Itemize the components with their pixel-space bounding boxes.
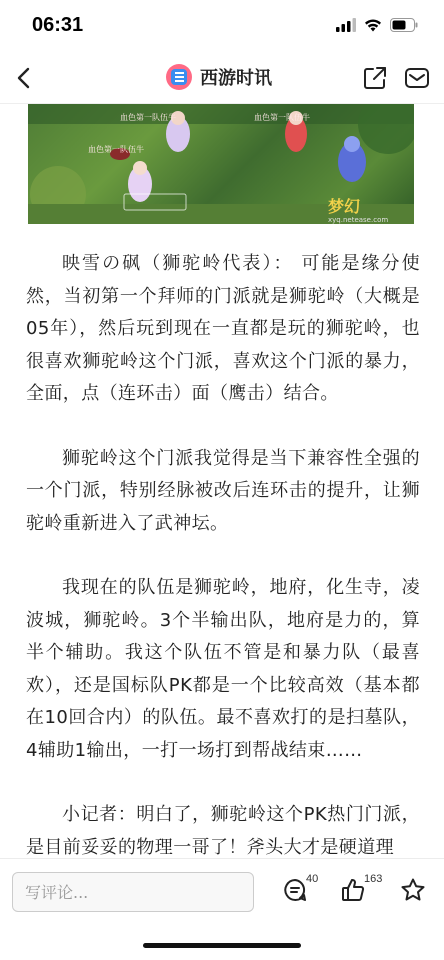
article-paragraph: 狮驼岭这个门派我觉得是当下兼容性全强的一个门派，特别经脉被改后连环击的提升，让狮驼岭重新进入了武神坛。 [26,447,420,534]
svg-text:xyq.netease.com: xyq.netease.com [328,216,389,224]
article-paragraph: 映雪の砜（狮驼岭代表）： 可能是缘分使然，当初第一个拜师的门派就是狮驼岭（大概是05年），然后玩到现在一直都是玩的狮驼岭，也很喜欢狮驼岭这个门派，喜欢这个门派的暴力，全面，点（连环击）面（鹰击）结合。 [26,253,420,404]
like-icon [340,877,366,903]
brand-name: 西游时讯 [200,68,272,89]
image-tag: 血色第一队伍牛 [88,145,144,154]
game-scene-art [28,104,414,224]
comment-input[interactable]: 写评论... [12,872,254,912]
favorite-button[interactable] [400,877,426,907]
image-tag: 血色第一队伍牛 [254,113,310,122]
star-icon [400,877,426,903]
home-indicator[interactable] [143,943,301,948]
image-tag: 血色第一队伍牛 [120,113,176,122]
status-time: 06:31 [32,14,84,36]
comment-icon [282,877,308,903]
like-button[interactable] [340,873,383,907]
article-paragraph: 小记者：明白了，狮驼岭这个PK热门门派，是目前妥妥的物理一哥了！斧头大才是硬道理 [26,804,420,858]
like-count: 163 [364,873,383,885]
game-screenshot-image [28,104,414,224]
article-paragraph: 我现在的队伍是狮驼岭，地府，化生寺，凌波城，狮驼岭。3个半输出队，地府是力的，算半个辅助。我这个队伍不管是和暴力队（最喜欢），还是国标队PK都是一个比较高效（基本都在10回合内）的队伍。最不喜欢打的是扫墓队，4辅助1输出，一打一场打到帮战结束…… [26,577,420,761]
article-body [26,248,420,858]
comment-button[interactable] [282,873,319,907]
svg-text:梦幻: 梦幻 [328,197,361,216]
bottom-bar [0,858,444,960]
comment-count: 40 [306,873,319,885]
